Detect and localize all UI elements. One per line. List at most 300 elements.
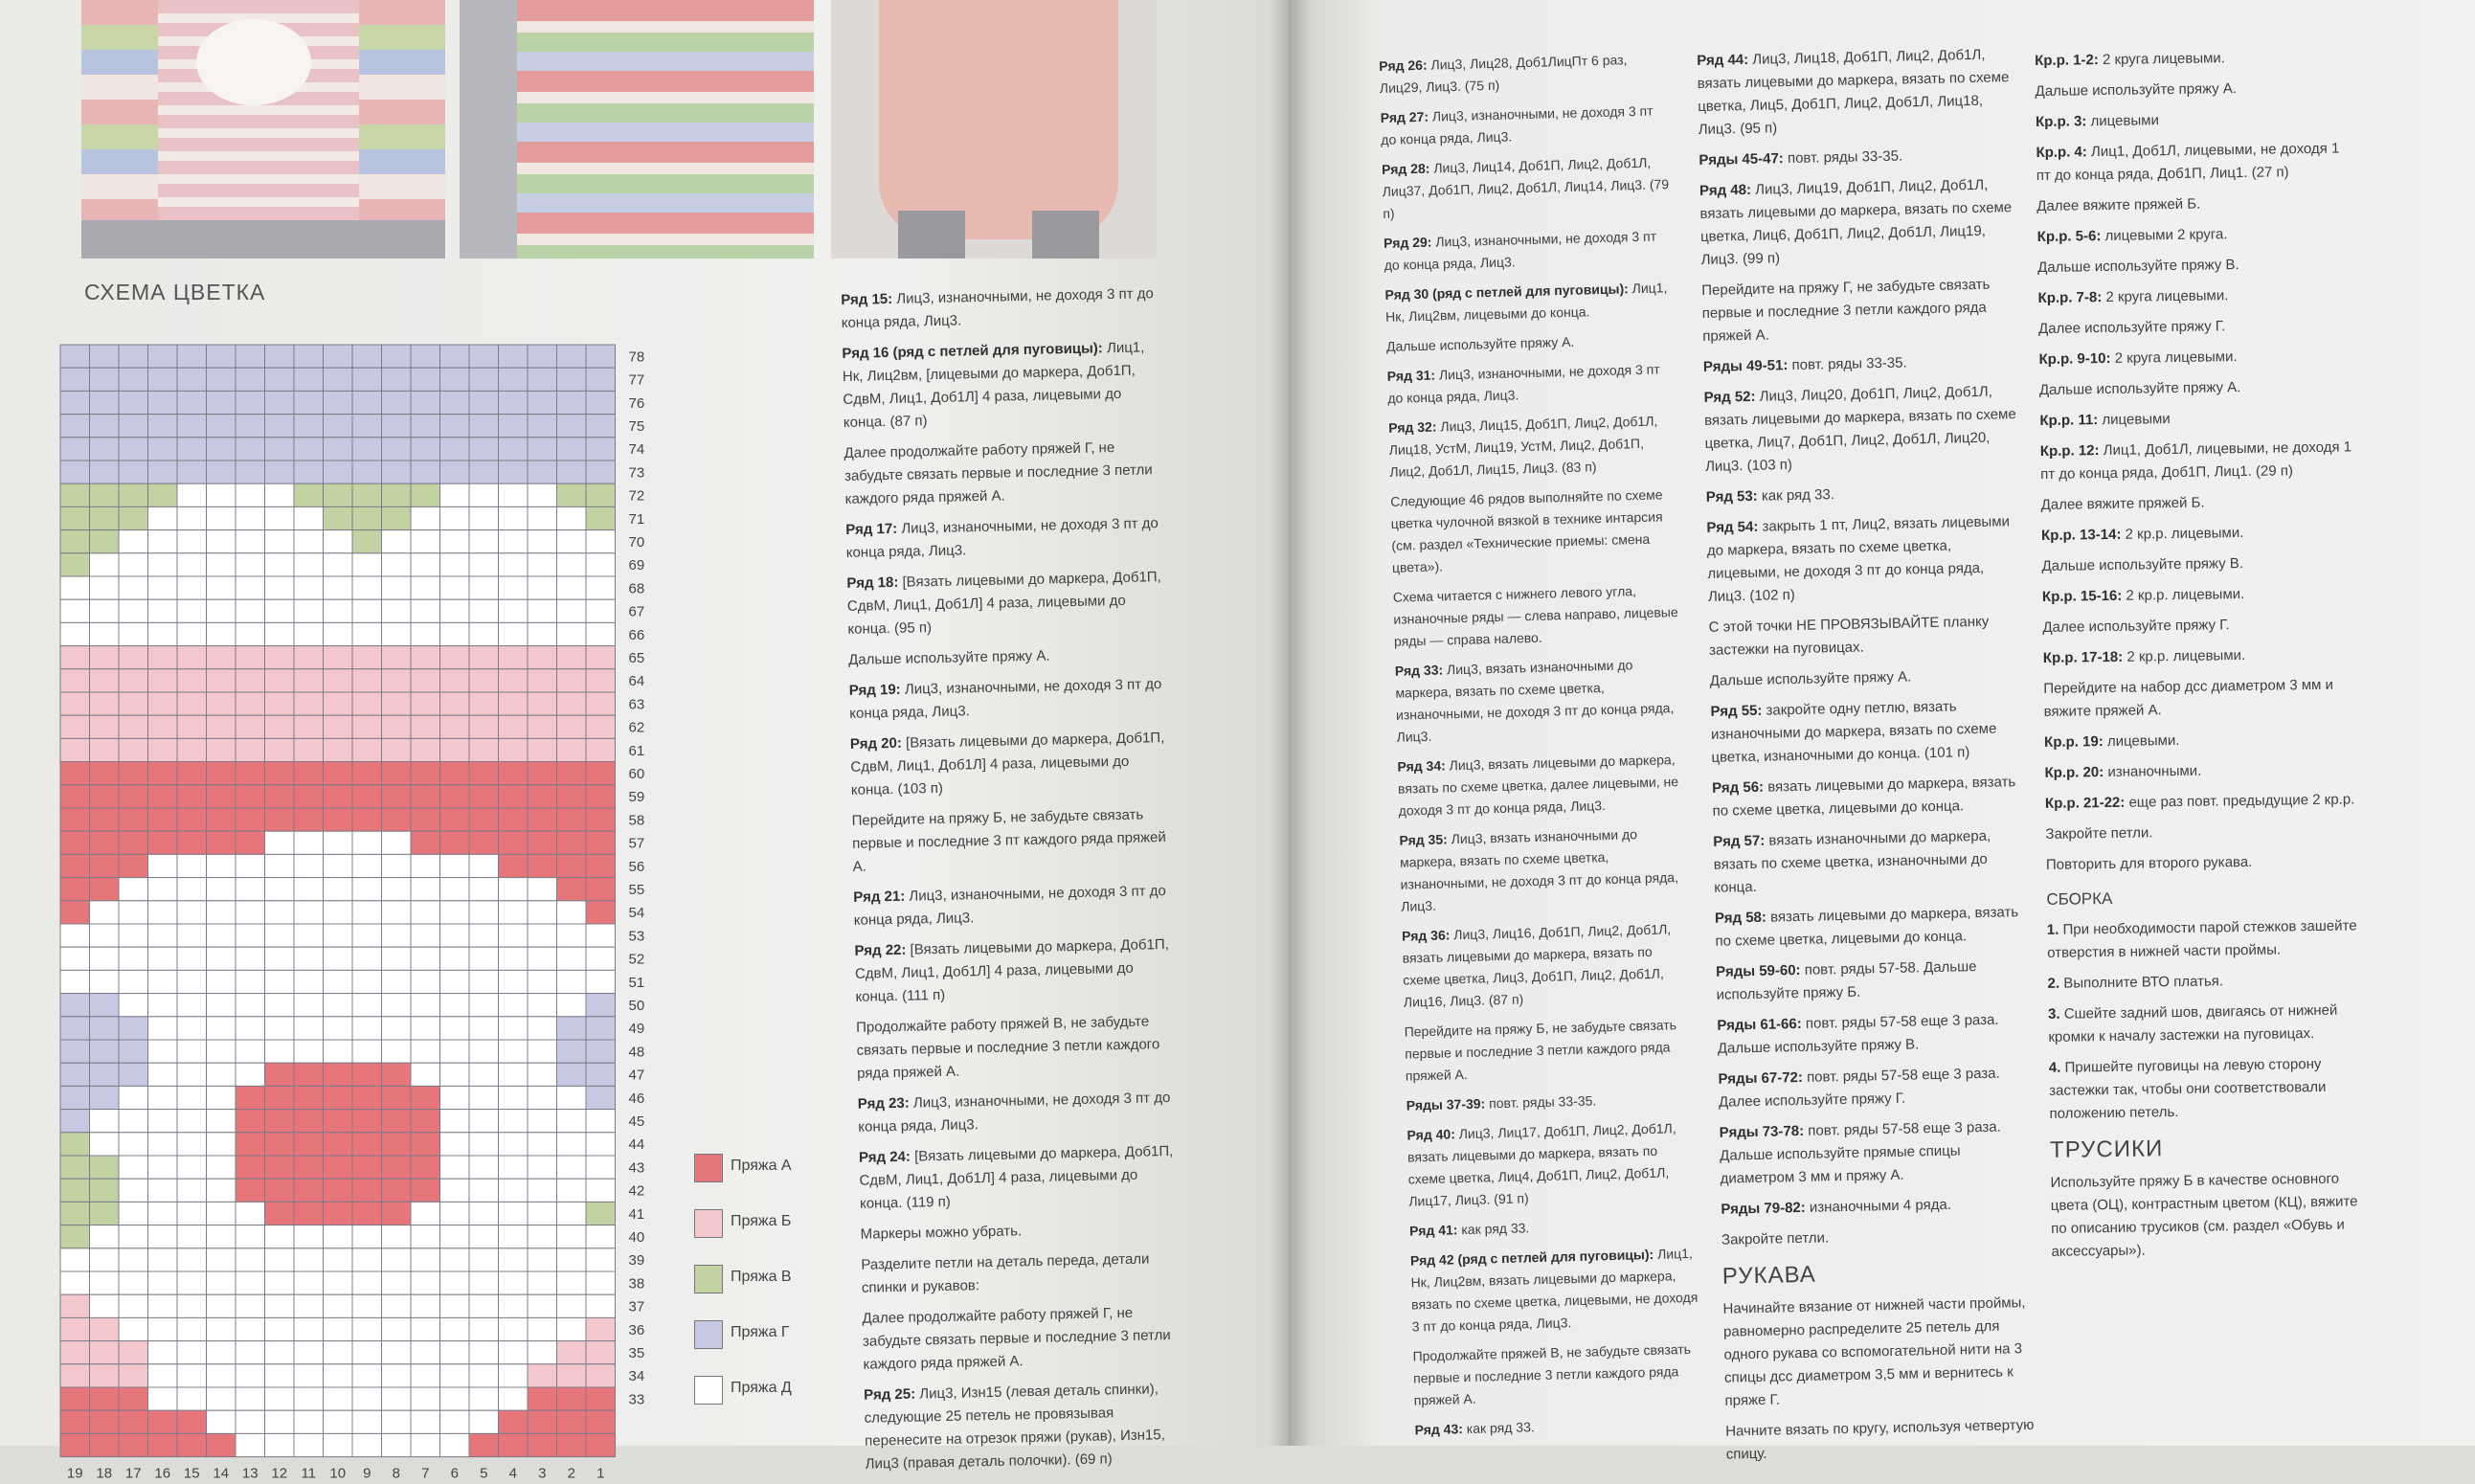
chart-cell xyxy=(148,924,178,947)
chart-cell xyxy=(469,715,499,738)
chart-cell xyxy=(324,622,353,645)
chart-cell xyxy=(557,1317,587,1340)
row-heading: Ряд 36: xyxy=(1401,927,1451,944)
chart-cell xyxy=(236,808,265,831)
instruction-row xyxy=(2036,137,2352,188)
chart-cell xyxy=(119,530,148,553)
chart-cell xyxy=(60,947,90,970)
row-text: вязать лицевыми до маркера, вязать по схеме цветка, лицевыми до конца. xyxy=(1715,904,2019,950)
chart-cell xyxy=(60,1294,90,1317)
chart-cell xyxy=(90,1294,120,1317)
chart-cell xyxy=(90,878,120,901)
chart-cell xyxy=(207,622,236,645)
chart-cell xyxy=(90,994,120,1017)
chart-cell xyxy=(557,345,587,368)
chart-cell xyxy=(265,646,295,669)
row-text: 2 кр.р. лицевыми. xyxy=(2126,646,2246,665)
chart-cell xyxy=(324,345,353,368)
row-heading: Ряд 21: xyxy=(853,888,906,906)
instruction-row xyxy=(1712,771,2029,823)
chart-cell xyxy=(236,1294,265,1317)
row-heading: Ряд 30 (ряд с петлей для пуговицы): xyxy=(1384,281,1629,303)
chart-cell xyxy=(207,599,236,622)
chart-cell xyxy=(499,1387,529,1410)
chart-cell xyxy=(324,901,353,924)
flower-chart xyxy=(53,340,723,1482)
chart-cell xyxy=(294,715,324,738)
chart-cell xyxy=(324,762,353,785)
chart-cell xyxy=(177,1387,207,1410)
chart-cell xyxy=(528,438,557,461)
row-number: 55 xyxy=(628,882,645,899)
chart-cell xyxy=(528,368,557,391)
chart-cell xyxy=(440,391,470,414)
instruction-row xyxy=(2041,551,2357,578)
chart-cell xyxy=(469,785,499,808)
chart-cell xyxy=(207,368,236,391)
chart-cell xyxy=(236,1271,265,1294)
chart-cell xyxy=(265,1341,295,1364)
chart-cell xyxy=(236,530,265,553)
chart-cell xyxy=(440,1063,470,1086)
chart-cell xyxy=(265,1110,295,1133)
row-heading: Ряд 35: xyxy=(1399,831,1449,848)
chart-cell xyxy=(324,669,353,692)
chart-cell xyxy=(499,762,529,785)
chart-cell xyxy=(557,1433,587,1456)
chart-cell xyxy=(207,669,236,692)
chart-cell xyxy=(499,461,529,483)
book-gutter xyxy=(1269,0,1312,1446)
chart-cell xyxy=(586,483,616,506)
chart-cell xyxy=(352,576,382,599)
chart-cell xyxy=(382,1387,412,1410)
row-text: Перейдите на пряжу Б, не забудьте связать первые и последние 3 петли каждого ряда пряжей А. xyxy=(1404,1017,1677,1084)
chart-cell xyxy=(411,415,440,438)
chart-cell xyxy=(586,1179,616,1202)
chart-cell xyxy=(352,506,382,529)
chart-cell xyxy=(411,576,440,599)
chart-cell xyxy=(265,1017,295,1040)
chart-cell xyxy=(352,692,382,715)
chart-cell xyxy=(294,785,324,808)
chart-cell xyxy=(90,715,120,738)
chart-cell xyxy=(528,808,557,831)
chart-cell xyxy=(148,1040,178,1063)
chart-cell xyxy=(352,831,382,854)
row-number: 73 xyxy=(628,464,645,482)
chart-cell xyxy=(60,1433,90,1456)
chart-cell xyxy=(236,391,265,414)
chart-cell xyxy=(586,461,616,483)
chart-cell xyxy=(265,599,295,622)
chart-cell xyxy=(148,599,178,622)
chart-cell xyxy=(528,785,557,808)
instruction-row xyxy=(1710,694,2027,770)
chart-cell xyxy=(469,646,499,669)
chart-cell xyxy=(324,924,353,947)
step-text: Выполните ВТО платья. xyxy=(2063,973,2224,992)
chart-cell xyxy=(557,553,587,576)
step-text: Пришейте пуговицы на левую сторону застежки так, чтобы они соответствовали положению петель. xyxy=(2049,1055,2327,1122)
legend-label: Пряжа В xyxy=(731,1269,792,1285)
chart-cell xyxy=(60,1341,90,1364)
chart-cell xyxy=(294,1433,324,1456)
chart-cell xyxy=(499,669,529,692)
instruction-row xyxy=(2044,727,2360,754)
row-number: 48 xyxy=(628,1044,645,1061)
chart-cell xyxy=(177,622,207,645)
chart-cell xyxy=(557,1294,587,1317)
instructions-col-right-2 xyxy=(1697,43,2042,1474)
panties-text: Используйте пряжу Б в качестве основного цвета (ОЦ), контрастным цветом (КЦ), вяжите по описанию трусиков (см. раздел «Обувь и аксессуары»). xyxy=(2050,1170,2358,1260)
chart-cell xyxy=(148,1387,178,1410)
chart-cell xyxy=(528,715,557,738)
row-heading: Ряд 54: xyxy=(1706,518,1759,536)
row-number: 34 xyxy=(628,1368,645,1385)
chart-cell xyxy=(528,924,557,947)
chart-cell xyxy=(411,1433,440,1456)
chart-cell xyxy=(119,1225,148,1248)
chart-cell xyxy=(499,506,529,529)
chart-cell xyxy=(411,854,440,877)
chart-cell xyxy=(177,368,207,391)
chart-cell xyxy=(586,808,616,831)
row-number: 69 xyxy=(628,557,645,574)
chart-cell xyxy=(440,646,470,669)
chart-cell xyxy=(60,1248,90,1271)
row-heading: Ряды 79-82: xyxy=(1721,1199,1806,1218)
chart-cell xyxy=(528,762,557,785)
chart-cell xyxy=(177,947,207,970)
chart-cell xyxy=(469,483,499,506)
chart-cell xyxy=(557,762,587,785)
instruction-row xyxy=(845,512,1162,565)
row-heading: Кр.р. 3: xyxy=(2035,113,2087,130)
chart-cell xyxy=(90,1202,120,1225)
row-heading: Кр.р. 11: xyxy=(2039,412,2099,429)
chart-cell xyxy=(411,1225,440,1248)
chart-cell xyxy=(207,576,236,599)
row-text: [Вязать лицевыми до маркера, Доб1П, СдвМ, Лиц1, Доб1Л] 4 раза, лицевыми до конца. (111 п) xyxy=(854,935,1169,1005)
chart-cell xyxy=(411,1017,440,1040)
chart-cell xyxy=(411,970,440,993)
chart-cell xyxy=(411,368,440,391)
row-number: 50 xyxy=(628,998,645,1015)
chart-cell xyxy=(440,1410,470,1433)
chart-cell xyxy=(382,1133,412,1156)
row-heading: Ряды 37-39: xyxy=(1406,1095,1486,1113)
step-text: При необходимости парой стежков зашейте отверстия в нижней части проймы. xyxy=(2047,917,2357,961)
chart-cell xyxy=(440,1387,470,1410)
chart-cell xyxy=(119,1110,148,1133)
chart-cell xyxy=(60,669,90,692)
chart-cell xyxy=(469,1433,499,1456)
chart-cell xyxy=(352,901,382,924)
row-text: Разделите петли на деталь переда, детали спинки и рукавов: xyxy=(861,1250,1150,1296)
chart-cell xyxy=(469,415,499,438)
chart-cell xyxy=(324,1179,353,1202)
chart-cell xyxy=(557,1063,587,1086)
row-text: Лиц3, изнаночными, не доходя 3 пт до конца ряда, Лиц3. xyxy=(853,883,1166,929)
chart-cell xyxy=(352,1271,382,1294)
chart-cell xyxy=(294,506,324,529)
chart-cell xyxy=(586,878,616,901)
chart-cell xyxy=(236,715,265,738)
chart-cell xyxy=(148,1202,178,1225)
chart-cell xyxy=(236,1433,265,1456)
photo-dress-flower xyxy=(81,0,445,259)
row-text: Дальше используйте пряжу А. xyxy=(2035,80,2238,100)
chart-cell xyxy=(294,553,324,576)
chart-cell xyxy=(207,1410,236,1433)
chart-cell xyxy=(90,669,120,692)
chart-cell xyxy=(177,738,207,761)
chart-cell xyxy=(148,1133,178,1156)
row-heading: Ряд 32: xyxy=(1387,418,1437,436)
row-text: 2 круга лицевыми. xyxy=(2105,287,2229,305)
chart-cell xyxy=(557,878,587,901)
chart-cell xyxy=(265,924,295,947)
chart-cell xyxy=(265,1202,295,1225)
chart-cell xyxy=(207,1063,236,1086)
chart-cell xyxy=(557,1202,587,1225)
chart-cell xyxy=(60,345,90,368)
row-text: лицевыми 2 круга. xyxy=(2104,226,2228,244)
chart-cell xyxy=(411,553,440,576)
chart-cell xyxy=(352,878,382,901)
chart-cell xyxy=(60,622,90,645)
chart-cell xyxy=(207,1086,236,1109)
chart-cell xyxy=(528,1433,557,1456)
chart-cell xyxy=(148,808,178,831)
instruction-row xyxy=(864,1378,1181,1476)
column-number: 8 xyxy=(392,1465,400,1482)
chart-cell xyxy=(236,461,265,483)
row-heading: Ряд 27: xyxy=(1380,108,1429,125)
chart-cell xyxy=(294,669,324,692)
chart-cell xyxy=(324,1063,353,1086)
chart-cell xyxy=(60,1017,90,1040)
chart-cell xyxy=(440,415,470,438)
chart-cell xyxy=(236,785,265,808)
instruction-row xyxy=(1379,48,1667,100)
chart-cell xyxy=(294,1294,324,1317)
chart-cell xyxy=(499,1017,529,1040)
instruction-row xyxy=(1703,380,2021,479)
chart-cell xyxy=(148,1110,178,1133)
chart-cell xyxy=(557,901,587,924)
chart-cell xyxy=(557,530,587,553)
chart-cell xyxy=(236,692,265,715)
chart-cell xyxy=(177,924,207,947)
instruction-row xyxy=(1699,143,2014,172)
chart-cell xyxy=(324,947,353,970)
chart-cell xyxy=(352,646,382,669)
chart-cell xyxy=(382,762,412,785)
chart-cell xyxy=(528,901,557,924)
chart-cell xyxy=(148,576,178,599)
chart-cell xyxy=(60,808,90,831)
instruction-row xyxy=(2037,282,2353,310)
row-text: лицевыми. xyxy=(2106,731,2180,751)
chart-cell xyxy=(119,506,148,529)
row-heading: Ряд 53: xyxy=(1705,487,1758,506)
chart-cell xyxy=(119,808,148,831)
chart-cell xyxy=(499,1410,529,1433)
chart-cell xyxy=(90,506,120,529)
chart-cell xyxy=(60,415,90,438)
chart-cell xyxy=(382,924,412,947)
chart-cell xyxy=(265,1387,295,1410)
chart-cell xyxy=(528,622,557,645)
row-heading: Ряд 15: xyxy=(841,290,893,308)
row-number: 59 xyxy=(628,789,645,806)
row-heading: Ряды 49-51: xyxy=(1702,357,1789,375)
chart-cell xyxy=(265,506,295,529)
chart-cell xyxy=(382,947,412,970)
chart-cell xyxy=(382,553,412,576)
chart-cell xyxy=(119,438,148,461)
chart-cell xyxy=(90,1133,120,1156)
chart-cell xyxy=(294,692,324,715)
chart-cell xyxy=(528,1271,557,1294)
row-text: изнаночными. xyxy=(2107,762,2202,781)
chart-cell xyxy=(148,854,178,877)
row-text: Лиц3, Лиц19, Доб1П, Лиц2, Доб1Л, вязать лицевыми до маркера, вязать по схеме цветка, Лиц6, Доб1П, Лиц2, Доб1Л, Лиц19, Лиц3. (99 п) xyxy=(1699,176,2013,268)
chart-cell xyxy=(352,1341,382,1364)
chart-cell xyxy=(265,970,295,993)
chart-cell xyxy=(499,345,529,368)
row-number: 62 xyxy=(628,719,645,736)
chart-cell xyxy=(352,483,382,506)
chart-cell xyxy=(119,461,148,483)
instruction-row xyxy=(2042,581,2358,609)
chart-cell xyxy=(352,924,382,947)
chart-cell xyxy=(148,692,178,715)
chart-cell xyxy=(352,947,382,970)
chart-cell xyxy=(499,808,529,831)
chart-cell xyxy=(119,391,148,414)
chart-cell xyxy=(148,1179,178,1202)
chart-cell xyxy=(324,553,353,576)
row-text: Схема читается с нижнего левого угла, изнаночные ряды — слева направо, лицевые ряды — справа налево. xyxy=(1392,583,1678,649)
chart-cell xyxy=(324,1364,353,1387)
chart-cell xyxy=(236,1317,265,1340)
chart-cell xyxy=(469,506,499,529)
chart-cell xyxy=(148,483,178,506)
chart-cell xyxy=(148,461,178,483)
chart-cell xyxy=(324,1294,353,1317)
chart-cell xyxy=(294,924,324,947)
legend-label: Пряжа Г xyxy=(731,1324,790,1340)
chart-cell xyxy=(411,461,440,483)
assembly-step xyxy=(2048,999,2365,1049)
instruction-row xyxy=(1697,43,2014,142)
row-number: 47 xyxy=(628,1067,645,1084)
chart-cell xyxy=(119,576,148,599)
chart-cell xyxy=(207,738,236,761)
chart-cell xyxy=(469,1156,499,1179)
chart-cell xyxy=(469,1202,499,1225)
row-text: как ряд 33. xyxy=(1761,486,1835,505)
chart-cell xyxy=(294,970,324,993)
chart-cell xyxy=(382,415,412,438)
row-number: 56 xyxy=(628,858,645,875)
chart-cell xyxy=(352,1133,382,1156)
chart-cell xyxy=(557,483,587,506)
chart-cell xyxy=(382,1156,412,1179)
instruction-row xyxy=(860,1217,1176,1247)
row-heading: Кр.р. 20: xyxy=(2044,764,2104,781)
chart-cell xyxy=(90,785,120,808)
chart-cell xyxy=(294,947,324,970)
chart-cell xyxy=(411,622,440,645)
instruction-row xyxy=(1717,1008,2034,1061)
chart-cell xyxy=(90,1433,120,1456)
chart-cell xyxy=(119,1294,148,1317)
chart-cell xyxy=(528,1202,557,1225)
column-number: 3 xyxy=(538,1465,547,1482)
chart-cell xyxy=(469,808,499,831)
row-number: 43 xyxy=(628,1159,645,1177)
row-text: Лиц3, вязать изнаночными до маркера, вязать по схеме цветка, изнаночными, не доходя 3 пт до конца ряда, Лиц3. xyxy=(1399,826,1679,914)
chart-cell xyxy=(586,1341,616,1364)
row-number: 78 xyxy=(628,349,645,366)
chart-cell xyxy=(207,345,236,368)
chart-cell xyxy=(411,1040,440,1063)
chart-cell xyxy=(528,738,557,761)
chart-cell xyxy=(557,831,587,854)
chart-cell xyxy=(265,878,295,901)
chart-cell xyxy=(352,1202,382,1225)
chart-cell xyxy=(499,831,529,854)
chart-cell xyxy=(528,1294,557,1317)
chart-cell xyxy=(119,345,148,368)
chart-cell xyxy=(469,1110,499,1133)
instruction-row xyxy=(1395,653,1684,749)
chart-cell xyxy=(469,438,499,461)
chart-cell xyxy=(440,715,470,738)
chart-cell xyxy=(60,1387,90,1410)
chart-cell xyxy=(411,599,440,622)
chart-cell xyxy=(265,1040,295,1063)
chart-cell xyxy=(60,901,90,924)
chart-cell xyxy=(207,762,236,785)
chart-cell xyxy=(60,1364,90,1387)
row-heading: Ряд 23: xyxy=(857,1094,910,1113)
row-heading: Ряд 58: xyxy=(1714,909,1767,927)
chart-cell xyxy=(119,553,148,576)
chart-cell xyxy=(119,1133,148,1156)
chart-cell xyxy=(236,1086,265,1109)
chart-cell xyxy=(207,970,236,993)
chart-cell xyxy=(207,1017,236,1040)
instruction-row xyxy=(1708,610,2025,663)
chart-cell xyxy=(382,599,412,622)
chart-cell xyxy=(469,1179,499,1202)
chart-cell xyxy=(60,553,90,576)
chart-cell xyxy=(440,1156,470,1179)
instruction-row xyxy=(2042,612,2358,640)
chart-cell xyxy=(586,506,616,529)
chart-cell xyxy=(177,1179,207,1202)
chart-cell xyxy=(382,970,412,993)
chart-cell xyxy=(557,506,587,529)
chart-cell xyxy=(148,1317,178,1340)
chart-cell xyxy=(60,1410,90,1433)
chart-cell xyxy=(294,438,324,461)
